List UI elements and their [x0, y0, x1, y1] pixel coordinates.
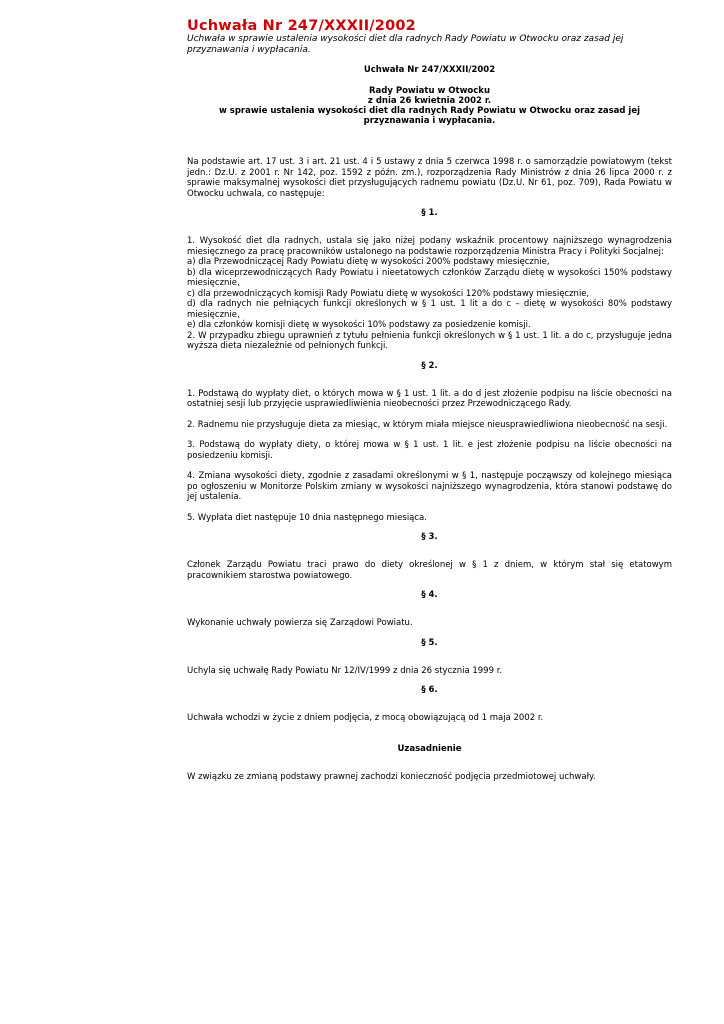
- document-title: Uchwała Nr 247/XXXII/2002: [187, 18, 416, 34]
- section-5-mark: § 5.: [421, 637, 438, 648]
- resolution-subject: w sprawie ustalenia wysokości diet dla radnych Rady Powiatu w Otwocku oraz zasad jej przyznawania i wypłacania.: [218, 106, 641, 126]
- section-2-mark: § 2.: [421, 360, 438, 371]
- section-1-line: c) dla przewodniczących komisji Rady Powiatu dietę w wysokości 120% podstawy miesięcznie,: [187, 288, 590, 299]
- section-5-text: Uchyla się uchwałę Rady Powiatu Nr 12/IV/1999 z dnia 26 stycznia 1999 r.: [187, 665, 503, 676]
- section-1-line: b) dla wiceprzewodniczących Rady Powiatu i nieetatowych członków Zarządu dietę w wysokości 150% podstawy miesięcznie,: [187, 267, 672, 288]
- section-3-mark: § 3.: [421, 532, 438, 542]
- resolution-number: Uchwała Nr 247/XXXII/2002: [363, 65, 496, 75]
- section-1-line: a) dla Przewodniczącej Rady Powiatu dietę w wysokości 200% podstawy miesięcznie,: [187, 257, 550, 267]
- section-3-text: Członek Zarządu Powiatu traci prawo do diety określonej w § 1 z dniem, w którym stał się etatowym pracownikiem starostwa powiatowego.: [187, 560, 672, 581]
- section-2-paragraph: 1. Podstawą do wypłaty diet, o których mowa w § 1 ust. 1 lit. a do d jest złożenie podpisu na liście obecności na ostatniej sesji lub przyjęcie usprawiedliwienia nieobecności przez Przewodniczącego Rady.: [187, 388, 672, 409]
- justification-text: W związku ze zmianą podstawy prawnej zachodzi konieczność podjęcia przedmiotowej uchwały.: [187, 771, 596, 782]
- section-6-mark: § 6.: [421, 685, 438, 695]
- section-2-paragraph: 5. Wypłata diet następuje 10 dnia następnego miesiąca.: [187, 512, 427, 523]
- issuing-body: Rady Powiatu w Otwocku: [368, 86, 491, 96]
- document-subtitle: Uchwała w sprawie ustalenia wysokości diet dla radnych Rady Powiatu w Otwocku oraz zasad jej przyznawania i wypłacania.: [187, 34, 624, 55]
- section-1-line: 2. W przypadku zbiegu uprawnień z tytułu pełnienia funkcji określonych w § 1 ust. 1 lit. a do c, przysługuje jedna wyższa dieta niezależnie od pełnionych funkcji.: [187, 330, 672, 351]
- section-6-text: Uchwała wchodzi w życie z dniem podjęcia, z mocą obowiązującą od 1 maja 2002 r.: [187, 713, 544, 723]
- section-1-body: [187, 236, 672, 352]
- resolution-date: z dnia 26 kwietnia 2002 r.: [367, 96, 492, 106]
- document-page: [187, 18, 672, 782]
- preamble: Na podstawie art. 17 ust. 3 i art. 21 ust. 4 i 5 ustawy z dnia 5 czerwca 1998 r. o samorządzie powiatowym (tekst jedn.: Dz.U. z 2001 r. Nr 142, poz. 1592 z późn. zm.), rozporządzenia Rady Ministrów z dnia 26 lipca 2000 r. z sprawie maksymalnej wysokości diet przysługujących radnemu powiatu (Dz.U. Nr 61, poz. 709), Rada Powiatu w Otwocku uchwala, co następuje:: [187, 157, 672, 199]
- section-1-line: d) dla radnych nie pełniących funkcji określonych w § 1 ust. 1 lit a do c – dietę w wysokości 80% podstawy miesięcznie,: [187, 299, 672, 320]
- section-1-line: 1. Wysokość diet dla radnych, ustala się jako niżej podany wskaźnik procentowy najniższego wynagrodzenia miesięcznego za pracę pracowników ustalonego na podstawie rozporządzenia Ministra Pracy i Polityki Socjalnej:: [187, 236, 672, 257]
- section-2-paragraph: 3. Podstawą do wypłaty diety, o której mowa w § 1 ust. 1 lit. e jest złożenie podpisu na liście obecności na posiedzeniu komisji.: [187, 440, 672, 461]
- section-2-paragraph: 2. Radnemu nie przysługuje dieta za miesiąc, w którym miała miejsce nieusprawiedliwiona nieobecność na sesji.: [187, 419, 668, 430]
- section-1-line: e) dla członków komisji dietę w wysokości 10% podstawy za posiedzenie komisji.: [187, 320, 531, 330]
- justification-heading: Uzasadnienie: [397, 743, 462, 754]
- section-4-mark: § 4.: [421, 590, 438, 600]
- section-1-mark: § 1.: [421, 208, 438, 218]
- section-4-text: Wykonanie uchwały powierza się Zarządowi Powiatu.: [187, 618, 413, 628]
- section-2-paragraph: 4. Zmiana wysokości diety, zgodnie z zasadami określonymi w § 1, następuje począwszy od kolejnego miesiąca po ogłoszeniu w Monitorze Polskim zmiany w wysokości najniższego wynagrodzenia, która stanowi podstawę do jej ustalenia.: [187, 471, 672, 502]
